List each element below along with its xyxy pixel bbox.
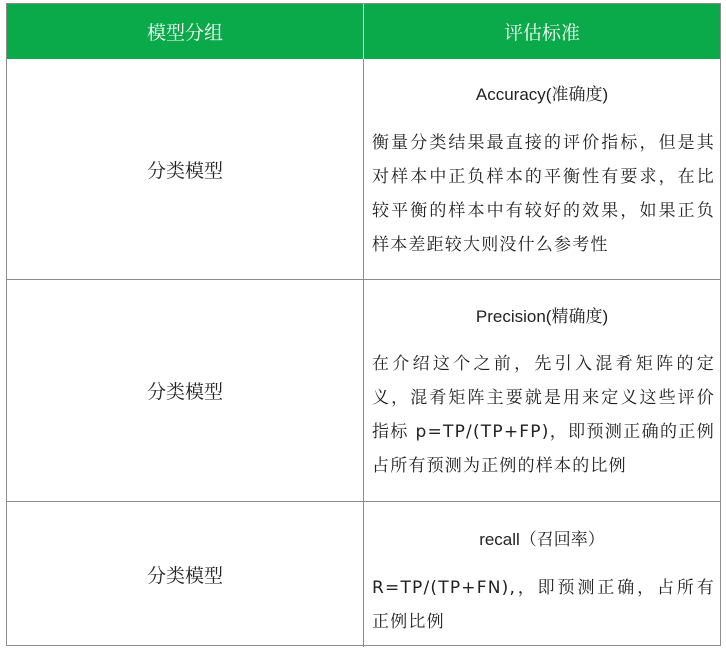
row-2-metric: Precision(精确度) bbox=[475, 307, 609, 326]
table-header bbox=[7, 4, 720, 59]
row-1-metric: Accuracy(准确度) bbox=[475, 85, 609, 104]
header-model-group: 模型分组 bbox=[146, 22, 223, 44]
row-3-metric: recall（召回率） bbox=[479, 530, 605, 549]
row-1-description: 衡量分类结果最直接的评价指标，但是其对样本中正负样本的平衡性有要求，在比较平衡的样本中有较好的效果，如果正负样本差距较大则没什么参考性 bbox=[372, 133, 715, 255]
column-divider bbox=[363, 59, 364, 647]
row-2-group: 分类模型 bbox=[146, 381, 223, 403]
row-3-group: 分类模型 bbox=[146, 565, 223, 587]
row-1-group: 分类模型 bbox=[146, 159, 223, 182]
header-evaluation-criteria: 评估标准 bbox=[503, 22, 580, 44]
row-2-description: 在介绍这个之前，先引入混肴矩阵的定义，混肴矩阵主要就是用来定义这些评价指标 p=TP/(TP+FP)，即预测正确的正例占所有预测为正例的样本的比例 bbox=[372, 354, 715, 476]
row-3-description: R=TP/(TP+FN),，即预测正确，占所有正例比例 bbox=[372, 578, 715, 632]
evaluation-table bbox=[6, 3, 721, 646]
